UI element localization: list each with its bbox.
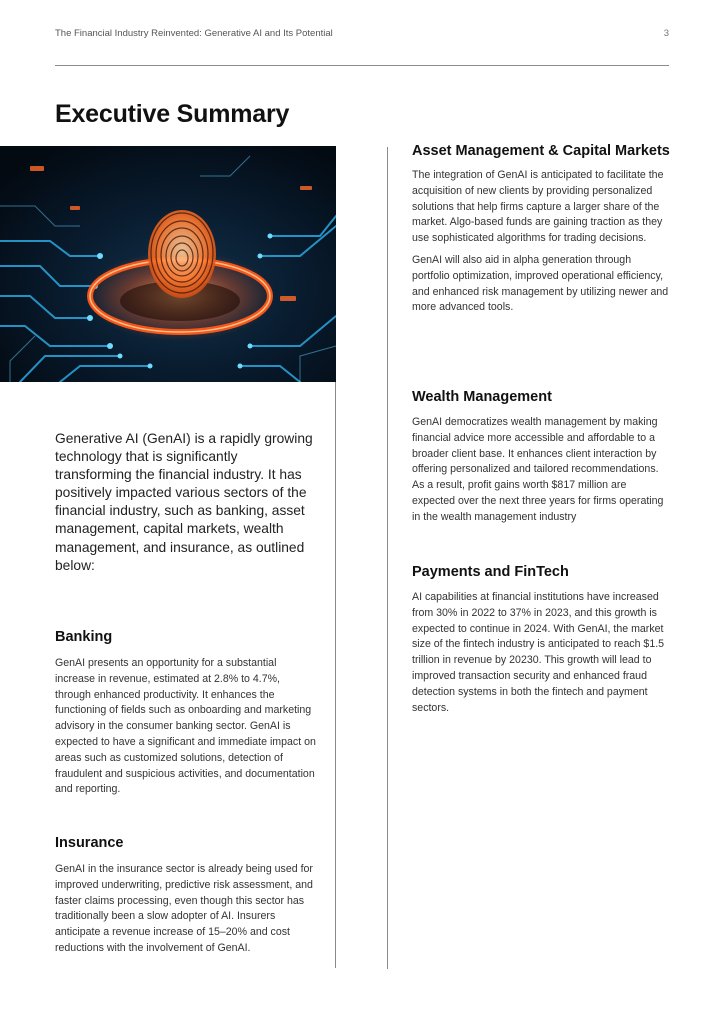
section-paragraph: The integration of GenAI is anticipated to facilitate the acquisition of new clients by providing personalized solutions that help firms capture a larger share of the market. Algo-based funds are gaining traction as they use sophisticated algorithms for trading decisions. — [412, 169, 664, 245]
fingerprint-circuit-illustration — [0, 146, 336, 382]
section-paragraph: GenAI democratizes wealth management by making financial advice more accessible and affordable to a broader client base. It enhances client interaction by offering personalized and tailored recommendations. As a result, profit gains worth $817 million are expected over the next three years for firms operating in the wealth management industry — [412, 416, 664, 523]
section-heading: Wealth Management — [412, 389, 552, 405]
banking-section — [55, 628, 317, 798]
page-title: Executive Summary — [55, 100, 290, 128]
section-paragraph: GenAI presents an opportunity for a substantial increase in revenue, estimated at 2.8% to 4.7%, through enhanced productivity. It enhances the functioning of fields such as onboarding and marketing advisory in the consumer banking sector. GenAI is expected to have a significant and immediate impact on areas such as customized solutions, detection of fraudulent and suspicious activities, and documentation and reporting. — [55, 657, 316, 796]
payments-fintech-section — [412, 563, 670, 716]
asset-management-section — [412, 142, 670, 316]
header-divider — [55, 65, 669, 66]
section-heading: Banking — [55, 629, 113, 645]
section-heading: Asset Management & Capital Markets — [412, 143, 670, 159]
column-divider-left — [335, 382, 336, 968]
section-paragraph: GenAI in the insurance sector is already being used for improved underwriting, predictive risk assessment, and faster claims processing, even though this sector has traditionally been a slow adopter of AI. Insurers anticipate a revenue increase of 15–20% and cost reductions with the involvement of GenAI. — [55, 863, 313, 954]
insurance-section — [55, 834, 317, 957]
section-paragraph: AI capabilities at financial institutions have increased from 30% in 2022 to 37% in 2023, and this growth is expected to continue in 2024. With GenAI, the market size of the fintech industry is anticipated to reach $1.5 trillion in revenue by 20230. This growth will lead to improved transaction security and enhanced fraud detection systems in both the fintech and payment sectors. — [412, 591, 665, 714]
wealth-management-section — [412, 388, 670, 526]
section-paragraph: GenAI will also aid in alpha generation through portfolio optimization, improved operational efficiency, and enhanced risk management by utilizing newer and more advanced tools. — [412, 253, 669, 314]
section-heading: Insurance — [55, 835, 124, 851]
page-number: 3 — [663, 28, 669, 39]
running-header: The Financial Industry Reinvented: Generative AI and Its Potential — [55, 28, 333, 39]
intro-paragraph: Generative AI (GenAI) is a rapidly growing technology that is significantly transforming the financial industry. It has positively impacted various sectors of the financial industry, such as banking, asset management, capital markets, wealth management, and insurance, as outlined below: — [55, 431, 313, 573]
hero-image — [0, 146, 336, 382]
column-divider-right — [387, 147, 388, 969]
section-heading: Payments and FinTech — [412, 564, 569, 580]
